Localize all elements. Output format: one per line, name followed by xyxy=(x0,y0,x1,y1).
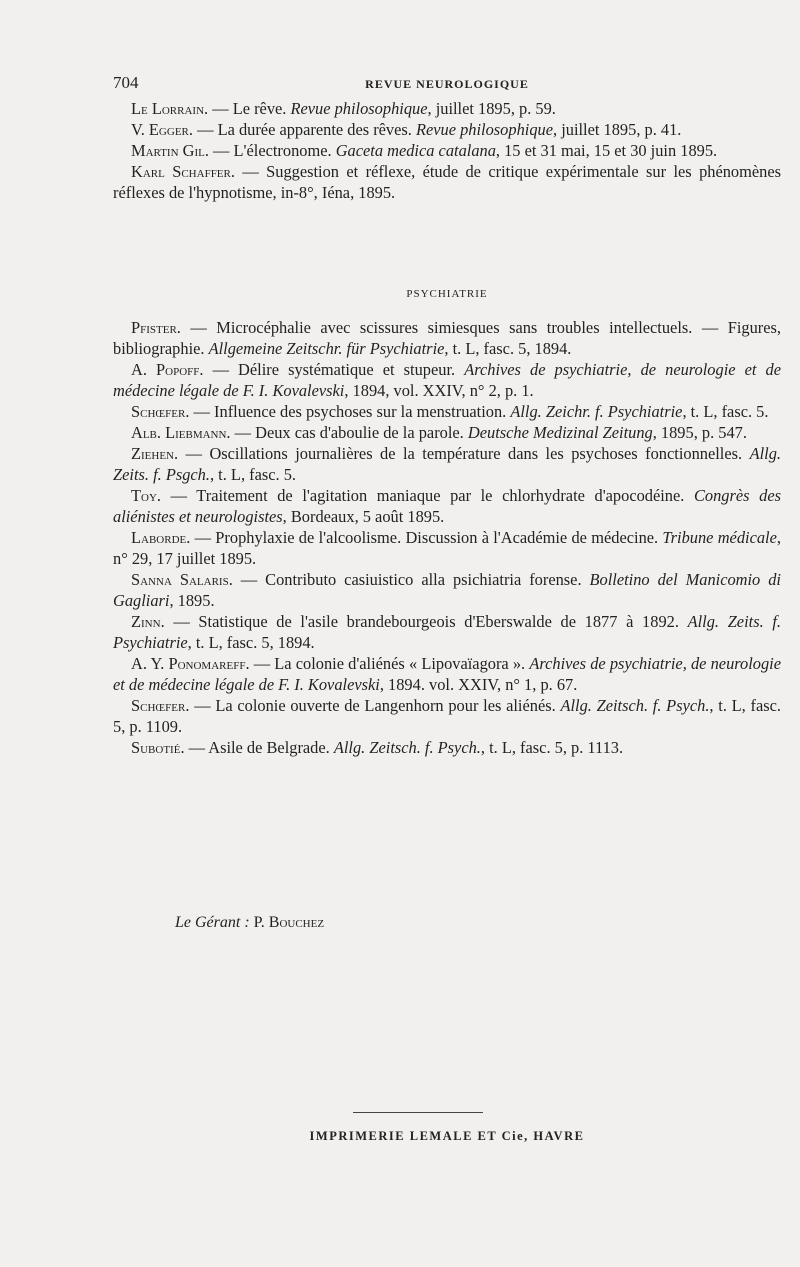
bibliography-entry xyxy=(113,119,781,140)
entry-text: — La colonie d'aliénés « Lipovaïagora ». xyxy=(249,654,530,673)
bibliography-entry xyxy=(113,653,781,695)
bibliography-entry xyxy=(113,401,781,422)
entry-citation: , 1895, p. 547. xyxy=(652,423,747,442)
entry-text: — Suggestion et réflexe, étude de critique expérimentale sur les phénomènes réflexes de l'hypnotisme, in-8°, Iéna, 1895. xyxy=(113,162,781,202)
entry-author: Ziehen. xyxy=(131,444,179,463)
entry-journal: Revue philosophique xyxy=(415,120,553,139)
manager-name: P. Bouchez xyxy=(253,914,325,931)
entry-author: Schœfer. xyxy=(131,402,190,421)
entry-citation: , Bordeaux, 5 août 1895. xyxy=(282,507,445,526)
divider-rule xyxy=(353,1112,483,1113)
entry-citation: , 1895. xyxy=(169,591,215,610)
entry-author: Le Lorrain. xyxy=(131,99,209,118)
entry-journal: Allg. Zeits. f. Psychiatrie xyxy=(113,612,781,652)
entry-citation: , t. L, fasc. 5, p. 1113. xyxy=(480,738,624,757)
entry-journal: Allg. Zeitsch. f. Psych. xyxy=(560,696,710,715)
entry-text: — Traitement de l'agitation maniaque par le chlorhydrate d'apocodéine. xyxy=(161,486,694,505)
entry-text: — Deux cas d'aboulie de la parole. xyxy=(230,423,468,442)
entry-author: Alb. Liebmann. xyxy=(131,423,231,442)
entry-citation: , t. L, fasc. 5, 1894. xyxy=(187,633,315,652)
entry-citation: , 1894, vol. XXIV, n° 2, p. 1. xyxy=(344,381,534,400)
journal-title: REVUE NEUROLOGIQUE xyxy=(365,77,529,91)
manager-signature xyxy=(175,914,324,932)
entry-text: — Asile de Belgrade. xyxy=(184,738,334,757)
entry-citation: , juillet 1895, p. 41. xyxy=(553,120,682,139)
bibliography-list-top xyxy=(113,98,781,203)
entry-text: — Prophylaxie de l'alcoolisme. Discussion à l'Académie de médecine. xyxy=(190,528,663,547)
entry-citation: , 15 et 31 mai, 15 et 30 juin 1895. xyxy=(495,141,718,160)
page-header xyxy=(113,73,781,97)
bibliography-entry xyxy=(113,485,781,527)
entry-journal: Archives de psychiatrie, de neurologie et de médecine légale de F. I. Kovalevski xyxy=(113,654,781,694)
entry-author: Pfister. xyxy=(131,318,181,337)
entry-text: — Oscillations journalières de la température dans les psychoses fonctionnelles. xyxy=(178,444,750,463)
entry-journal: Revue philosophique xyxy=(290,99,428,118)
bibliography-entry xyxy=(113,443,781,485)
bibliography-entry xyxy=(113,737,781,758)
entry-author: Martin Gil. xyxy=(131,141,209,160)
entry-text: — Le rêve. xyxy=(208,99,291,118)
entry-author: Karl Schaffer. xyxy=(131,162,235,181)
entry-citation: , t. L, fasc. 5, 1894. xyxy=(444,339,572,358)
bibliography-entry xyxy=(113,695,781,737)
printer-imprint: IMPRIMERIE LEMALE ET Cie, HAVRE xyxy=(309,1129,585,1143)
entry-journal: Allg. Zeitsch. f. Psych. xyxy=(333,738,481,757)
entry-journal: Tribune médicale xyxy=(662,528,777,547)
entry-author: A. Y. Ponomareff. xyxy=(131,654,250,673)
entry-journal: Bolletino del Manicomio di Gagliari xyxy=(113,570,781,610)
entry-citation: , t. L, fasc. 5, p. 1109. xyxy=(113,696,781,736)
bibliography-entry xyxy=(113,98,781,119)
entry-text: — Influence des psychoses sur la menstruation. xyxy=(189,402,511,421)
entry-text: — Statistique de l'asile brandebourgeois d'Eberswalde de 1877 à 1892. xyxy=(164,612,688,631)
entry-author: Subotié. xyxy=(131,738,185,757)
entry-author: Toy. xyxy=(131,486,161,505)
entry-journal: Archives de psychiatrie, de neurologie et de médecine légale de F. I. Kovalevski xyxy=(113,360,781,400)
entry-journal: Allgemeine Zeitschr. für Psychiatrie xyxy=(208,339,445,358)
bibliography-entry xyxy=(113,161,781,203)
bibliography-entry xyxy=(113,611,781,653)
entry-author: A. Popoff. xyxy=(131,360,204,379)
entry-text: — Microcéphalie avec scissures simiesques sans troubles intellectuels. — Figures, bibliographie. xyxy=(113,318,781,358)
entry-author: Zinn. xyxy=(131,612,165,631)
entry-author: Sanna Salaris. xyxy=(131,570,233,589)
bibliography-entry xyxy=(113,317,781,359)
section-heading: PSYCHIATRIE xyxy=(406,288,488,300)
entry-journal: Congrès des aliénistes et neurologistes xyxy=(113,486,781,526)
entry-text: — L'électronome. xyxy=(208,141,336,160)
bibliography-list-psychiatrie xyxy=(113,317,781,758)
page-number: 704 xyxy=(113,73,139,92)
bibliography-entry xyxy=(113,569,781,611)
entry-author: V. Egger. xyxy=(131,120,193,139)
entry-author: Laborde. xyxy=(131,528,191,547)
bibliography-entry xyxy=(113,527,781,569)
entry-journal: Allg. Zeichr. f. Psychiatrie xyxy=(510,402,683,421)
entry-text: — Délire systématique et stupeur. xyxy=(203,360,465,379)
entry-journal: Gaceta medica catalana xyxy=(335,141,496,160)
entry-journal: Allg. Zeits. f. Psgch. xyxy=(113,444,781,484)
entry-text: — Contributo casiuistico alla psichiatria forense. xyxy=(232,570,590,589)
entry-citation: , juillet 1895, p. 59. xyxy=(427,99,556,118)
bibliography-entry xyxy=(113,422,781,443)
entry-citation: , 1894. vol. XXIV, n° 1, p. 67. xyxy=(379,675,578,694)
entry-text: — La colonie ouverte de Langenhorn pour les aliénés. xyxy=(189,696,561,715)
entry-citation: , n° 29, 17 juillet 1895. xyxy=(113,528,781,568)
entry-journal: Deutsche Medizinal Zeitung xyxy=(467,423,653,442)
entry-text: — La durée apparente des rêves. xyxy=(192,120,416,139)
entry-citation: , t. L, fasc. 5. xyxy=(209,465,297,484)
bibliography-entry xyxy=(113,359,781,401)
entry-author: Schœfer. xyxy=(131,696,190,715)
entry-citation: , t. L, fasc. 5. xyxy=(682,402,769,421)
manager-label: Le Gérant : xyxy=(175,914,250,931)
bibliography-entry xyxy=(113,140,781,161)
